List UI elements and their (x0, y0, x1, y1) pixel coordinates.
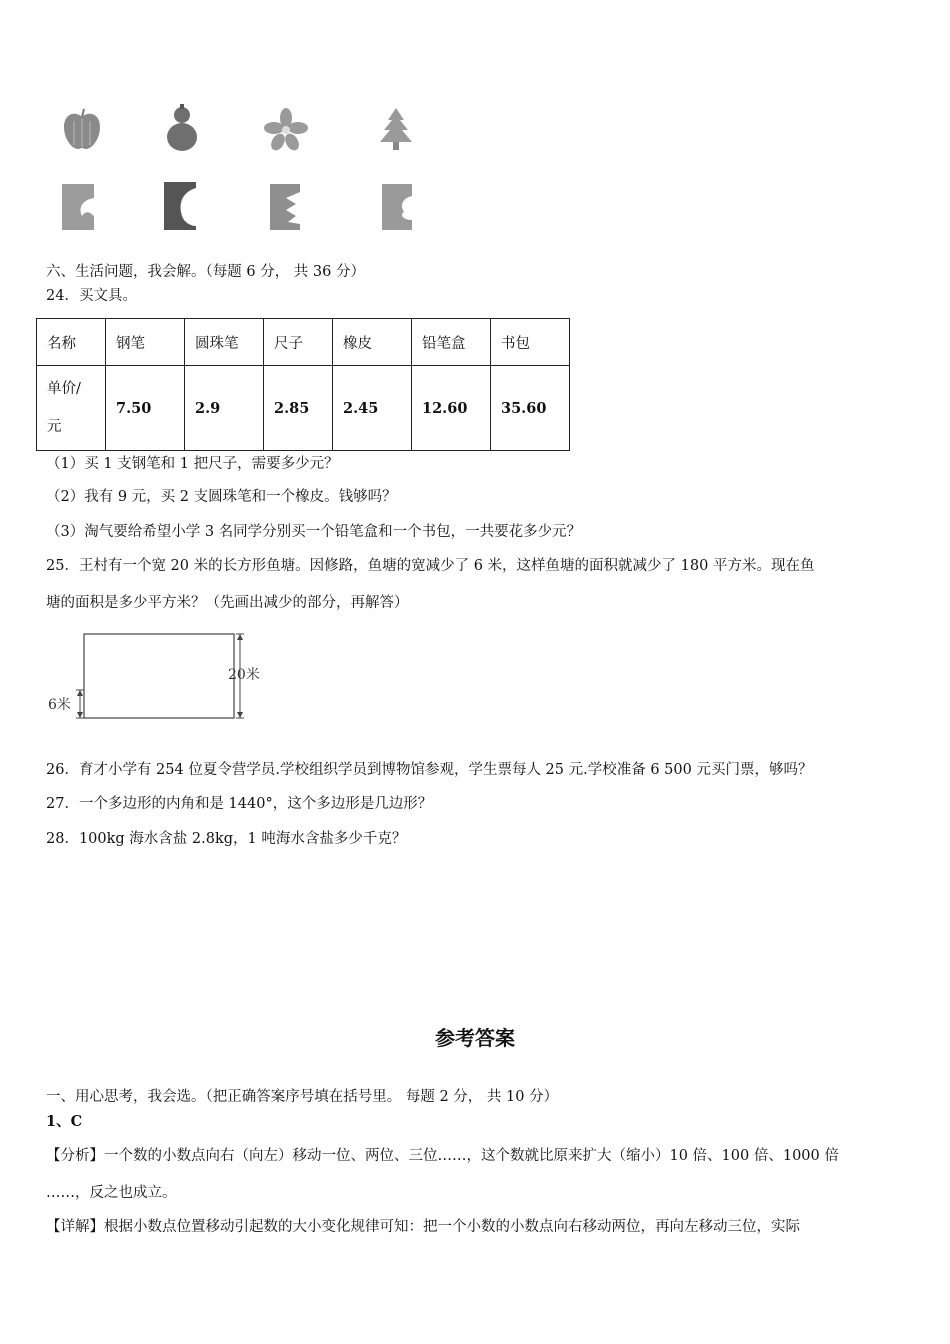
table-cell: 7.50 (106, 366, 185, 451)
section-six-heading: 六、生活问题，我会解。（每题 6 分， 共 36 分） (46, 264, 365, 280)
table-cell: 12.60 (412, 366, 491, 451)
table-row (37, 366, 570, 451)
cutout-crescent-icon (380, 182, 416, 232)
answers-title: 参考答案 (435, 1026, 515, 1050)
question-27: 27．一个多边形的内角和是 1440°，这个多边形是几边形？ (46, 796, 433, 812)
flower-shape-icon (264, 108, 308, 152)
table-header-cell: 书包 (491, 319, 570, 366)
price-table (36, 318, 570, 451)
table-cell: 2.9 (185, 366, 264, 451)
table-header-cell: 橡皮 (333, 319, 412, 366)
table-header-cell: 尺子 (264, 319, 333, 366)
cutout-zigzag-icon (268, 182, 304, 232)
table-cell: 35.60 (491, 366, 570, 451)
gourd-shape-icon (162, 102, 202, 154)
question-24-sub3: （3）淘气要给希望小学 3 名同学分别买一个铅笔盒和一个书包，一共要花多少元？ (46, 524, 582, 540)
reduce-label: 6米 (48, 697, 71, 713)
detail-line1: 【详解】根据小数点位置移动引起数的大小变化规律可知：把一个小数的小数点向右移动两位，再向左移动三位，实际 (46, 1219, 800, 1235)
apple-shape-icon (58, 105, 106, 153)
tree-shape-icon (374, 106, 418, 152)
question-26: 26．育才小学有 254 位夏令营学员.学校组织学员到博物馆参观，学生票每人 25 元.学校准备 6 500 元买门票，够吗？ (46, 762, 813, 778)
table-header-row (37, 319, 570, 366)
cutout-moon-icon (160, 180, 200, 232)
row-label-cell (37, 366, 106, 451)
analysis-line1: 【分析】一个数的小数点向右（向左）移动一位、两位、三位……，这个数就比原来扩大（缩小）10 倍、100 倍、1000 倍 (46, 1148, 839, 1164)
question-25-line1: 25．王村有一个宽 20 米的长方形鱼塘。因修路，鱼塘的宽减少了 6 米，这样鱼塘的面积就减少了 180 平方米。现在鱼 (46, 558, 815, 574)
analysis-line2: ……，反之也成立。 (46, 1185, 177, 1201)
row-label-line1: 单价/ (47, 381, 81, 397)
width-label: 20米 (228, 667, 260, 683)
question-24-sub1: （1）买 1 支钢笔和 1 把尺子，需要多少元？ (46, 456, 339, 472)
table-cell: 2.85 (264, 366, 333, 451)
question-24-title: 24．买文具。 (46, 288, 137, 304)
question-28: 28．100kg 海水含盐 2.8kg，1 吨海水含盐多少千克？ (46, 831, 407, 847)
row-label-line2: 元 (47, 419, 62, 435)
table-header-cell: 圆珠笔 (185, 319, 264, 366)
table-header-cell: 钢笔 (106, 319, 185, 366)
cutout-leaf-icon (60, 182, 98, 232)
table-header-cell: 名称 (37, 319, 106, 366)
pond-rectangle (84, 634, 234, 718)
table-cell: 2.45 (333, 366, 412, 451)
table-header-cell: 铅笔盒 (412, 319, 491, 366)
answer-1: 1、C (46, 1113, 83, 1130)
question-24-sub2: （2）我有 9 元，买 2 支圆珠笔和一个橡皮。钱够吗？ (46, 489, 397, 505)
answers-section-one: 一、用心思考，我会选。（把正确答案序号填在括号里。 每题 2 分， 共 10 分） (46, 1089, 559, 1105)
question-25-line2: 塘的面积是多少平方米？（先画出减少的部分，再解答） (46, 595, 409, 611)
